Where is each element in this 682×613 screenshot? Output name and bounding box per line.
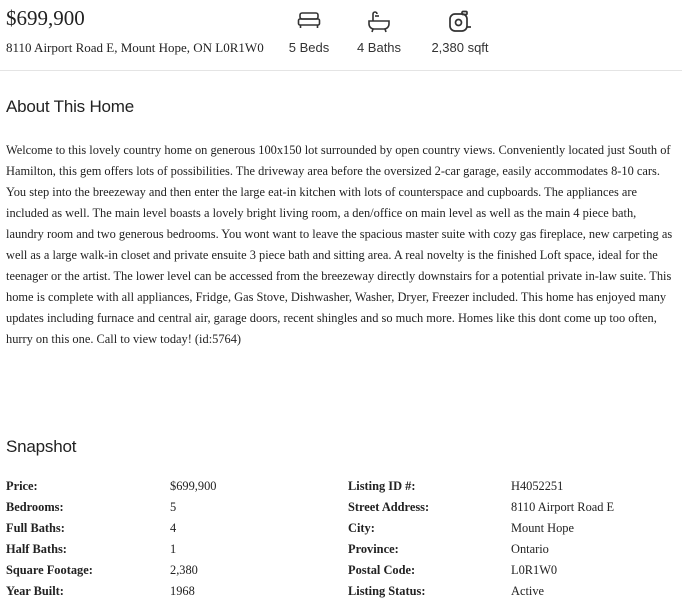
tape-measure-icon [425,10,495,34]
home-description: Welcome to this lovely country home on generous 100x150 lot surrounded by open country views. Conveniently located just South of Hamilton, this gem offers lots of possibilities. The driveway area before the oversized 2-car garage, easily accommodates 8-10 cars. You step into the breezeway and then enter the large eat-in kitchen with lots of counterspace and cupboards. The appliances are included as well. The main level boasts a lovely bright living room, a den/office on main level as well as the main 4 piece bath, laundry room and two generous bedrooms. You wont want to leave the spacious master suite with cozy gas fireplace, new carpeting as well as a large walk-in closet and private ensuite 3 piece bath and sitting area. A real novelty is the finished Loft space, ideal for the teenager or the artist. The lower level can be accessed from the breezeway directly downstairs for a potential private in-law suite. This home is complete with all appliances, Fridge, Gas Stove, Dishwasher, Washer, Dryer, Freezer included. This home has enjoyed many updates including furnace and central air, garage doors, recent shingles and so much more. Homes like this dont come up too often, hurry on this one. Call to view today! (id:5764) [6,143,673,346]
snapshot-title: Snapshot [6,437,77,456]
baths-stat [352,10,406,55]
snapshot-table [6,479,676,605]
street-address-value: 8110 Airport Road E [511,500,615,514]
beds-label: 5 Beds [288,40,330,55]
province-label: Province: [348,542,399,556]
square-footage-label: Square Footage: [6,563,93,577]
listing-id-label: Listing ID #: [348,479,416,493]
full-baths-value: 4 [170,521,177,535]
listing-header [0,0,682,71]
table-row [6,542,676,563]
listing-address: 8110 Airport Road E, Mount Hope, ON L0R1W0 [6,40,264,55]
year-built-label: Year Built: [6,584,64,598]
city-label: City: [348,521,375,535]
half-baths-value: 1 [170,542,177,556]
bedrooms-value: 5 [170,500,177,514]
sqft-stat [425,10,495,55]
street-address-label: Street Address: [348,500,430,514]
table-row [6,563,676,584]
sqft-label: 2,380 sqft [431,40,489,55]
table-row [6,521,676,542]
year-built-value: 1968 [170,584,195,598]
beds-stat [283,10,335,55]
listing-price: $699,900 [6,6,85,30]
bedrooms-label: Bedrooms: [6,500,64,514]
table-row [6,584,676,605]
province-value: Ontario [511,542,549,556]
postal-code-value: L0R1W0 [511,563,558,577]
about-title: About This Home [6,97,135,116]
bathtub-icon [352,10,406,34]
table-row [6,500,676,521]
half-baths-label: Half Baths: [6,542,67,556]
listing-id-value: H4052251 [511,479,564,493]
price-value: $699,900 [170,479,217,493]
baths-label: 4 Baths [356,40,402,55]
city-value: Mount Hope [511,521,574,535]
table-row [6,479,676,500]
listing-status-value: Active [511,584,545,598]
price-label: Price: [6,479,38,493]
postal-code-label: Postal Code: [348,563,416,577]
listing-status-label: Listing Status: [348,584,426,598]
bed-icon [283,10,335,34]
full-baths-label: Full Baths: [6,521,65,535]
square-footage-value: 2,380 [170,563,198,577]
